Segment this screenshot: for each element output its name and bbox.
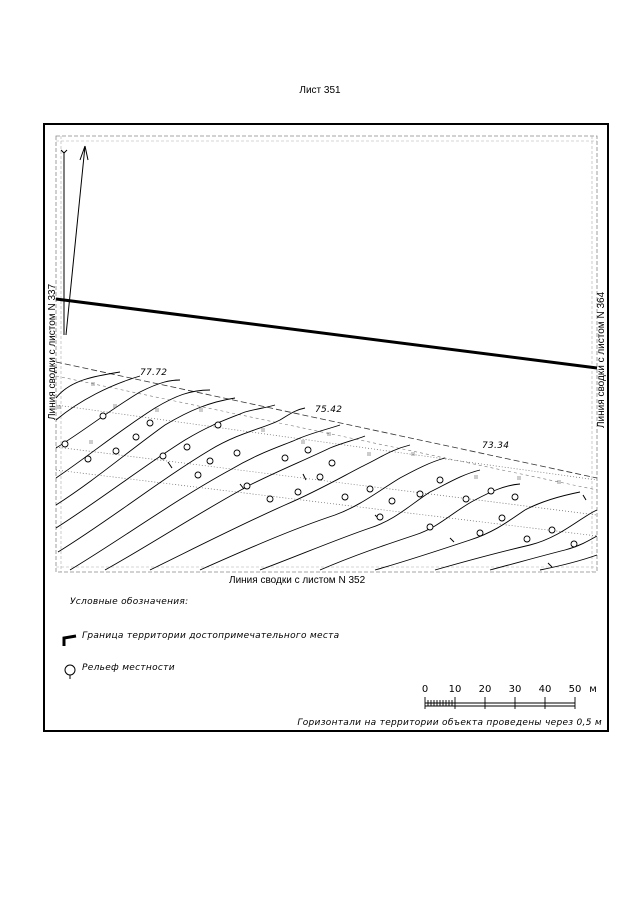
scale-tick-label: 50	[568, 684, 582, 695]
relief-circle-icon	[65, 665, 75, 679]
sheet-title: Лист 351	[299, 85, 341, 96]
elevation-label: 75.42	[315, 405, 343, 415]
scale-tick-label: 20	[478, 684, 492, 695]
legend-boundary-label: Граница территории достопримечательного места	[82, 631, 340, 641]
contour-ticks	[168, 462, 586, 567]
scale-tick-label: 40	[538, 684, 552, 695]
scale-tick-label: 0	[421, 684, 429, 695]
adjacent-right-label: Линия сводки с листом N 364	[596, 291, 607, 428]
legend-heading: Условные обозначения:	[70, 597, 189, 607]
scale-unit: м	[589, 684, 597, 695]
scale-tick-label: 10	[448, 684, 462, 695]
legend-relief-label: Рельеф местности	[82, 663, 175, 673]
north-arrow-icon	[61, 146, 88, 335]
slope-hatches	[58, 382, 560, 484]
boundary-icon	[64, 636, 76, 646]
scale-bar	[425, 697, 575, 709]
heritage-boundary-line	[56, 299, 597, 368]
contour-interval-note: Горизонтали на территории объекта проведены через 0,5 м	[297, 718, 602, 728]
elevation-label: 77.72	[140, 368, 168, 378]
scale-tick-label: 30	[508, 684, 522, 695]
adjacent-left-label: Линия сводки с листом N 337	[47, 283, 58, 420]
map-inner-border	[56, 136, 597, 572]
contour-lines	[56, 372, 597, 570]
elevation-label: 73.34	[482, 441, 510, 451]
adjacent-bottom-label: Линия сводки с листом N 352	[229, 575, 366, 586]
